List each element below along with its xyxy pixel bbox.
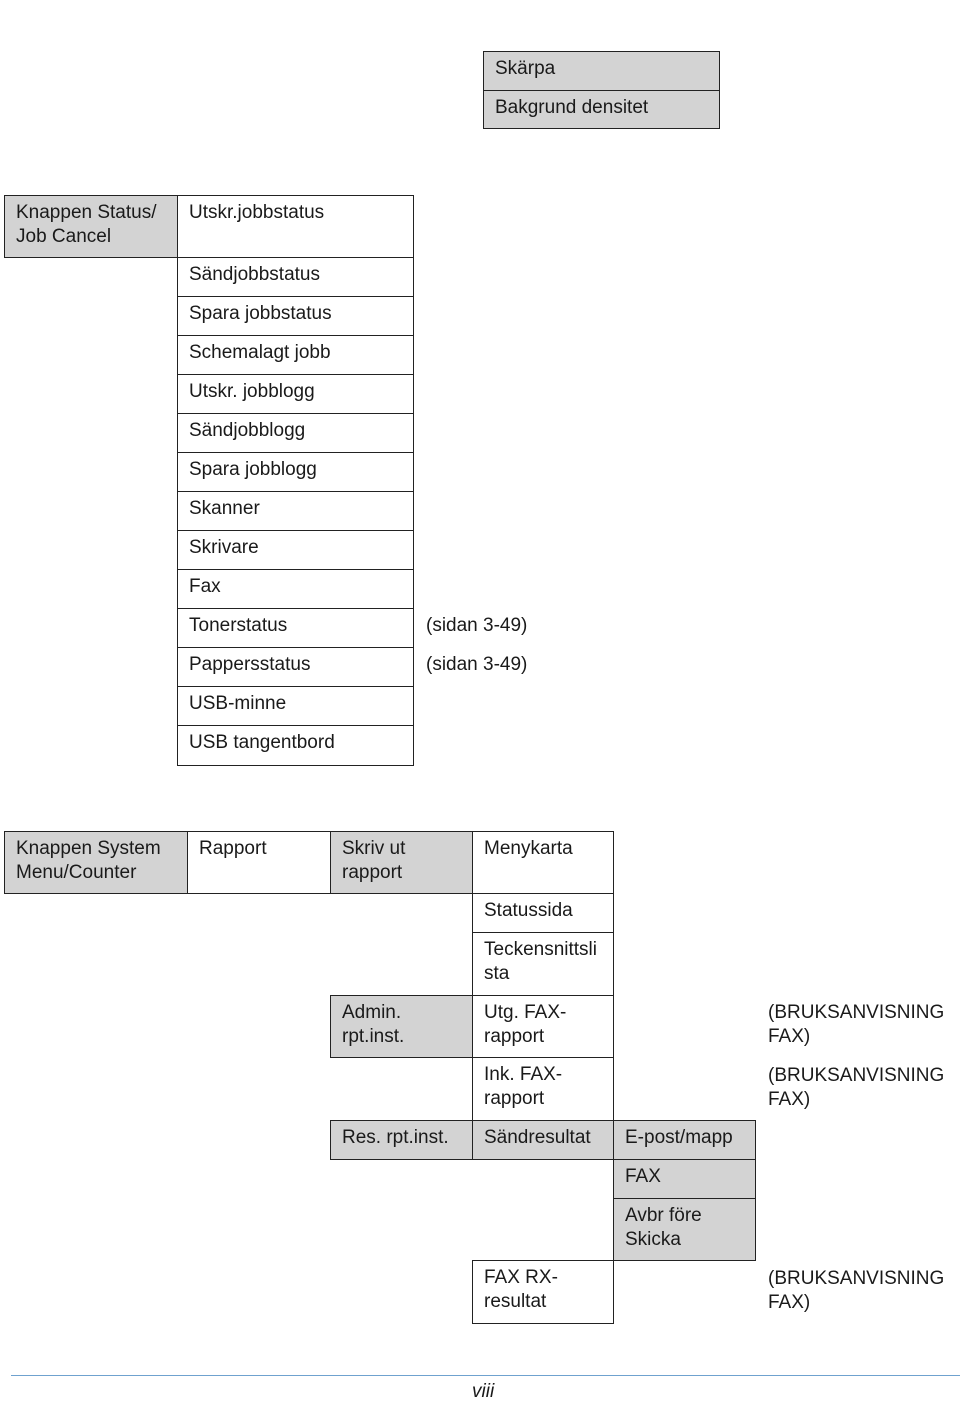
status-item-schemalagt-jobb: Schemalagt jobb <box>177 335 414 375</box>
status-item-utskr-jobbstatus: Utskr.jobbstatus <box>177 195 414 258</box>
menu-item-teckensnittslista: Teckensnittsli sta <box>472 932 614 996</box>
status-item-usb-tangentbord: USB tangentbord <box>177 725 414 766</box>
ref-pappersstatus: (sidan 3-49) <box>426 654 528 675</box>
menu-item-admin-rpt-inst: Admin. rpt.inst. <box>330 995 473 1058</box>
ref-ink-fax: (BRUKSANVISNING FAX) <box>768 1065 945 1110</box>
status-item-pappersstatus: Pappersstatus <box>177 647 414 687</box>
system-menu-counter-key: Knappen System Menu/Counter <box>4 831 188 894</box>
page-number: viii <box>472 1381 495 1402</box>
menu-item-sandresultat: Sändresultat <box>472 1120 614 1160</box>
menu-item-ink-fax-rapport: Ink. FAX- rapport <box>472 1057 614 1121</box>
status-item-skanner: Skanner <box>177 491 414 531</box>
status-item-spara-jobbstatus: Spara jobbstatus <box>177 296 414 336</box>
menu-item-menykarta: Menykarta <box>472 831 614 894</box>
menu-item-fax: FAX <box>613 1159 756 1199</box>
menu-item-skriv-ut-rapport: Skriv ut rapport <box>330 831 473 894</box>
menu-item-statussida: Statussida <box>472 893 614 933</box>
ref-tonerstatus: (sidan 3-49) <box>426 615 528 636</box>
status-item-fax: Fax <box>177 569 414 609</box>
status-item-utskr-jobblogg: Utskr. jobblogg <box>177 374 414 414</box>
status-item-tonerstatus: Tonerstatus <box>177 608 414 648</box>
status-item-usb-minne: USB-minne <box>177 686 414 726</box>
menu-item-epost-mapp: E-post/mapp <box>613 1120 756 1160</box>
status-item-spara-jobblogg: Spara jobblogg <box>177 452 414 492</box>
status-item-sandjobbstatus: Sändjobbstatus <box>177 257 414 297</box>
menu-item-avbr-fore-skicka: Avbr före Skicka <box>613 1198 756 1261</box>
menu-item-fax-rx-resultat: FAX RX- resultat <box>472 1260 614 1324</box>
menu-item-utg-fax-rapport: Utg. FAX- rapport <box>472 995 614 1058</box>
ref-fax-rx: (BRUKSANVISNING FAX) <box>768 1268 945 1313</box>
menu-item-res-rpt-inst: Res. rpt.inst. <box>330 1120 473 1160</box>
menu-item-bakgrund-densitet: Bakgrund densitet <box>483 90 720 129</box>
status-job-cancel-key: Knappen Status/ Job Cancel <box>4 195 178 258</box>
ref-utg-fax: (BRUKSANVISNING FAX) <box>768 1002 945 1047</box>
menu-item-rapport: Rapport <box>187 831 331 894</box>
menu-item-skarpa: Skärpa <box>483 51 720 91</box>
status-item-skrivare: Skrivare <box>177 530 414 570</box>
footer-rule <box>11 1375 960 1376</box>
status-item-sandjobblogg: Sändjobblogg <box>177 413 414 453</box>
